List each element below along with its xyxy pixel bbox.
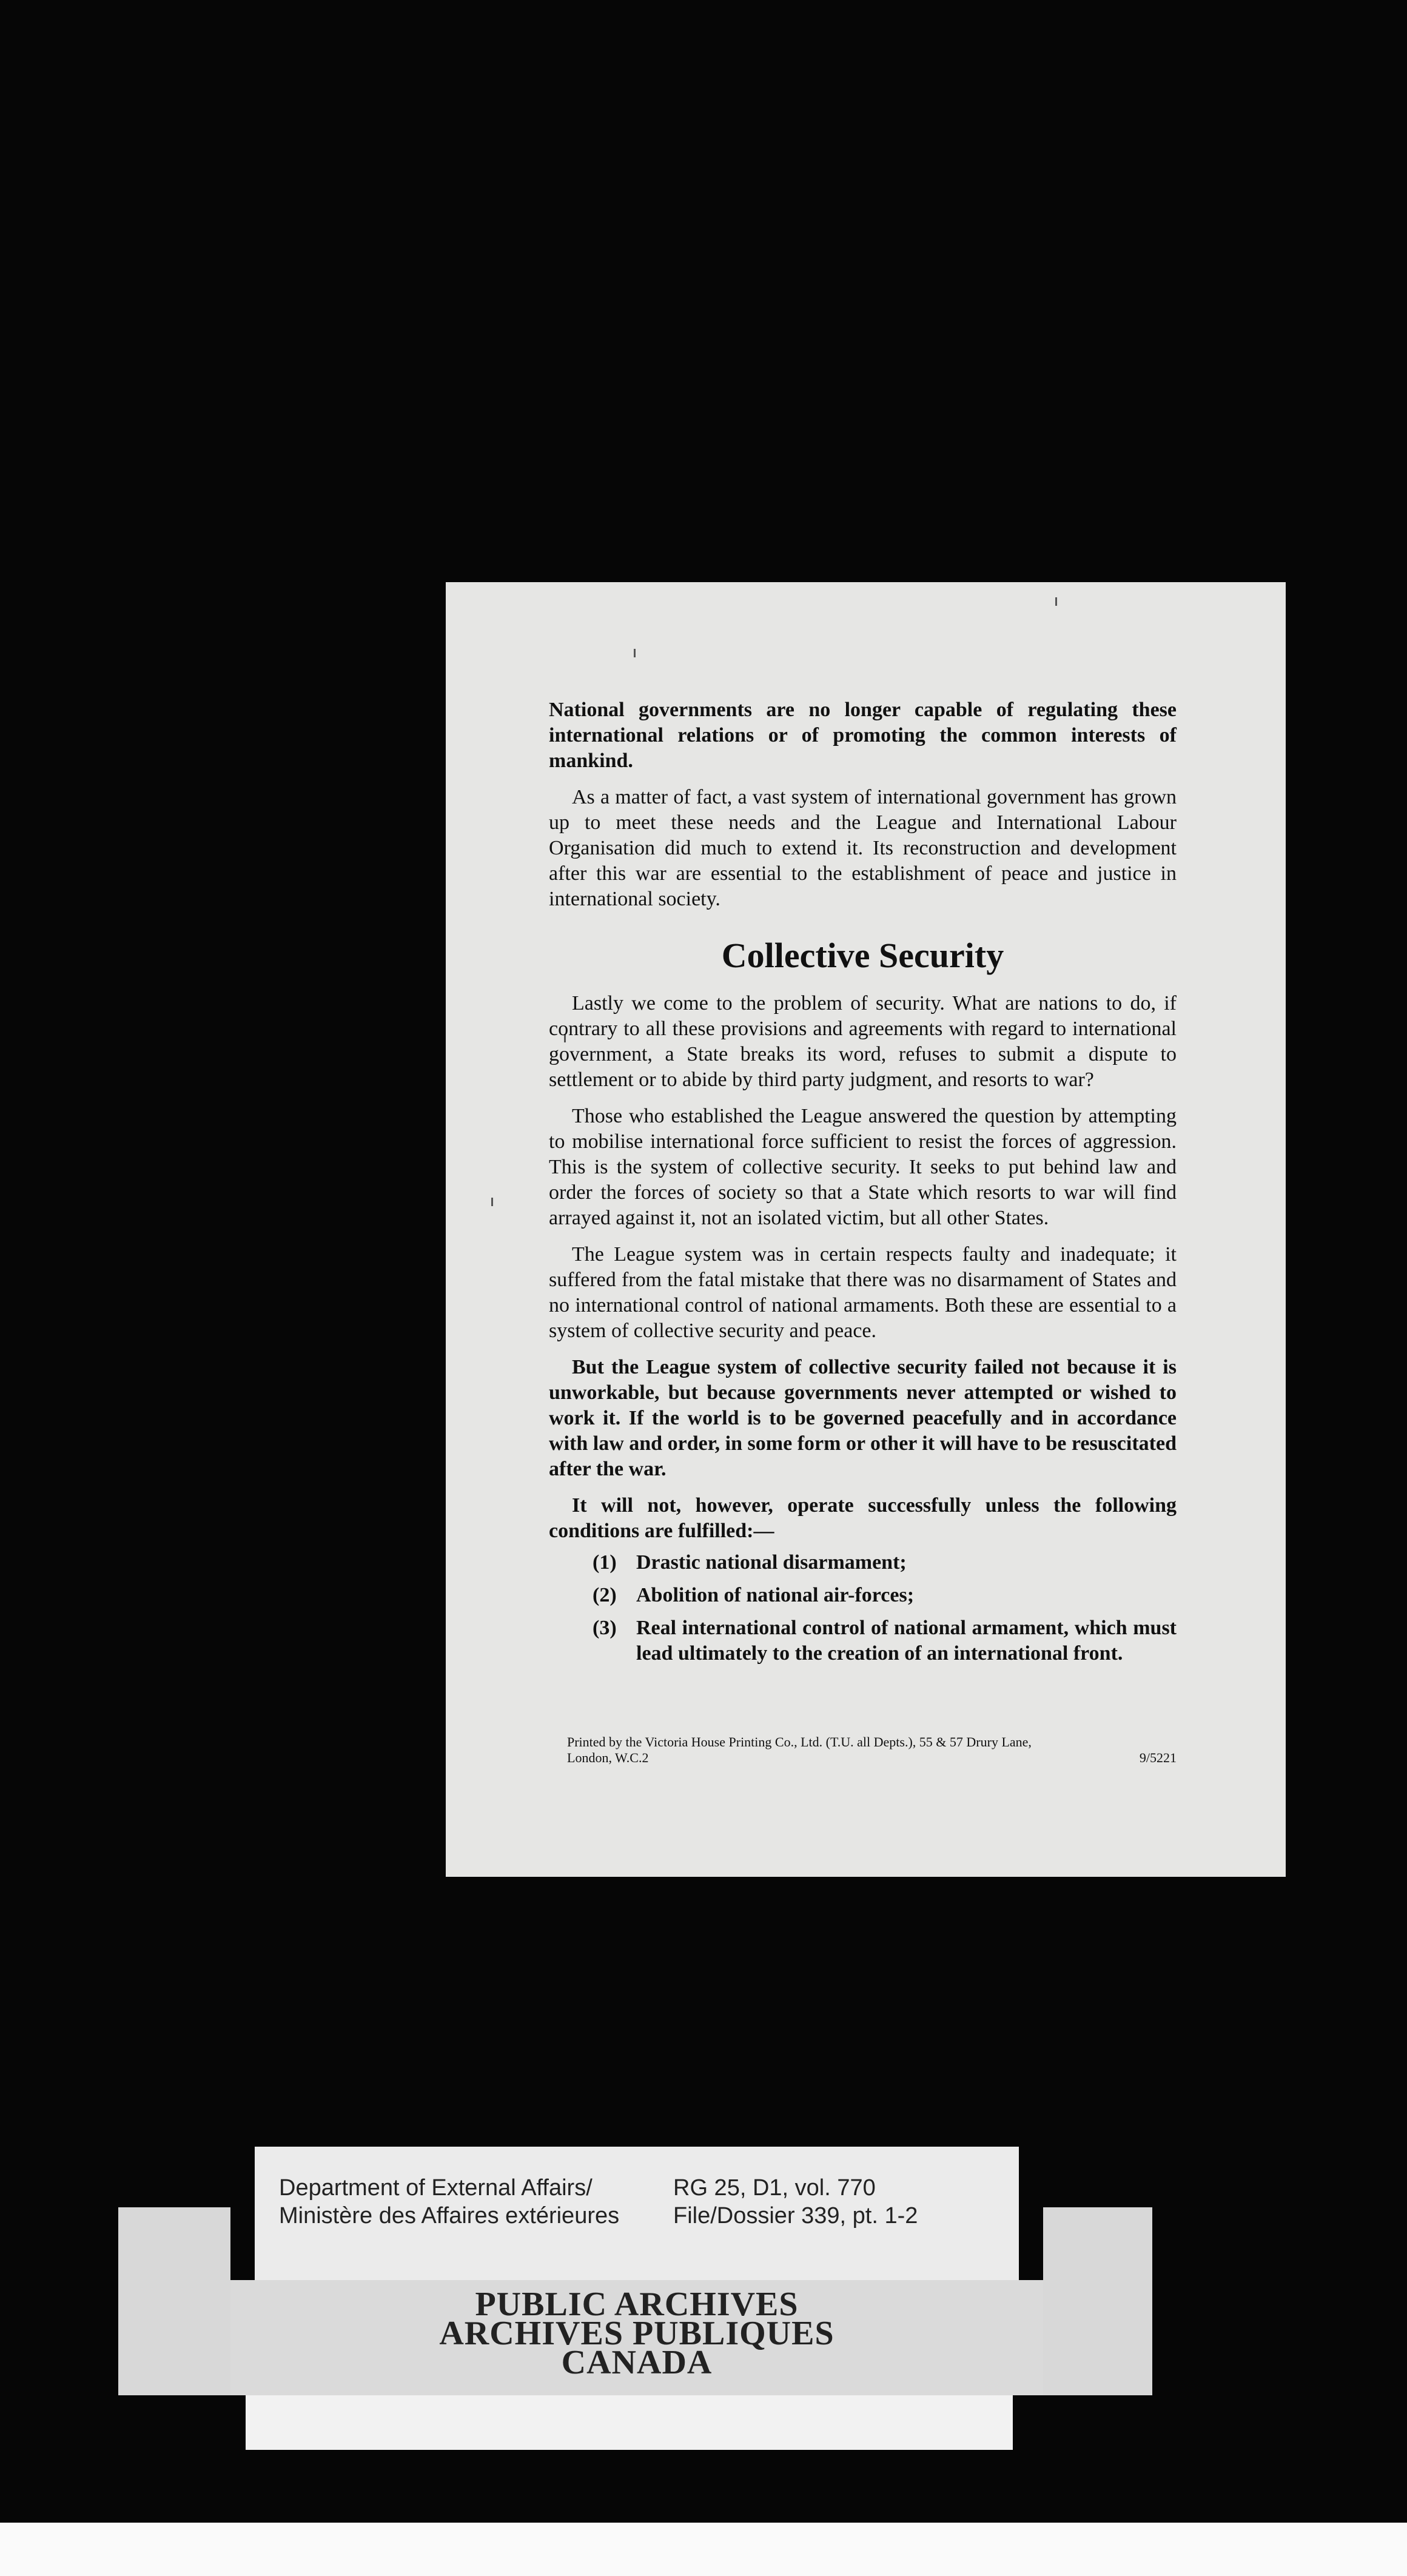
archive-reference-label xyxy=(255,2147,1019,2280)
document-page xyxy=(446,582,1286,1877)
film-speck xyxy=(1055,597,1057,606)
record-group: RG 25, D1, vol. 770 xyxy=(673,2175,876,2201)
file-dossier: File/Dossier 339, pt. 1-2 xyxy=(673,2203,918,2229)
paragraph-league-failed: But the League system of collective security failed not because it is unworkable, but because governments never attempted or wished to work it. If the world is to be governed peacefully and in accordance with law and order, in some form or other it will have to be resuscitated after the war. xyxy=(549,1356,1177,1480)
paragraph-international-government: As a matter of fact, a vast system of international government has grown up to meet these needs and the League and International Labour Organisation did much to extend it. Its reconstruction and development after this war are essential to the establishment of peace and justice in international society. xyxy=(549,786,1177,910)
film-speck xyxy=(491,1198,493,1206)
department-en: Department of External Affairs/ xyxy=(279,2175,593,2201)
stamp-line: CANADA xyxy=(561,2344,713,2381)
paragraph-conditions-intro: It will not, however, operate successfully unless the following conditions are fulfilled:— xyxy=(549,1494,1177,1542)
archive-label-tab-left xyxy=(118,2207,230,2395)
paragraph-problem-of-security: Lastly we come to the problem of security. What are nations to do, if contrary to all these provisions and agreements with regard to international government, a State breaks its word, refuses to submit a dispute to settlement or to abide by third party judgment, and resorts to war? xyxy=(549,992,1177,1091)
page-body xyxy=(549,697,1177,1674)
public-archives-stamp xyxy=(230,2280,1043,2395)
archive-label-lower-strip xyxy=(246,2395,1013,2450)
stamp-line: PUBLIC ARCHIVES xyxy=(475,2286,799,2323)
list-item: (3) Real international control of national armament, which must lead ultimately to the creation of an international front. xyxy=(593,1617,1177,1665)
imprint-code: 9/5221 xyxy=(1139,1750,1177,1765)
film-speck xyxy=(634,649,636,657)
imprint-address: London, W.C.2 xyxy=(567,1750,649,1765)
list-item: (2) Abolition of national air-forces; xyxy=(593,1584,915,1606)
section-heading: Collective Security xyxy=(721,936,1004,975)
archive-label-tab-right xyxy=(1043,2207,1152,2395)
list-item: (1) Drastic national disarmament; xyxy=(593,1551,907,1574)
department-fr: Ministère des Affaires extérieures xyxy=(279,2203,620,2229)
paragraph-league-faulty: The League system was in certain respects faulty and inadequate; it suffered from the fatal mistake that there was no disarmament of States and no international control of national armaments. Both these are essential to a system of collective security and peace. xyxy=(549,1243,1177,1342)
imprint-line: Printed by the Victoria House Printing Co., Ltd. (T.U. all Depts.), 55 & 57 Drury Lane, xyxy=(567,1734,1032,1749)
paragraph-league-answer: Those who established the League answered the question by attempting to mobilise international force sufficient to resist the forces of aggression. This is the system of collective security. It seeks to put behind law and order the forces of society so that a State which resorts to war will find arrayed against it, not an isolated victim, but all other States. xyxy=(549,1105,1177,1229)
intro-paragraph: National governments are no longer capable of regulating these international relations or of promoting the common interests of mankind. xyxy=(549,699,1177,772)
conditions-list xyxy=(549,1550,1177,1666)
printer-imprint xyxy=(567,1734,1177,1766)
stamp-line: ARCHIVES PUBLIQUES xyxy=(439,2315,834,2352)
film-edge-strip xyxy=(0,2523,1407,2576)
